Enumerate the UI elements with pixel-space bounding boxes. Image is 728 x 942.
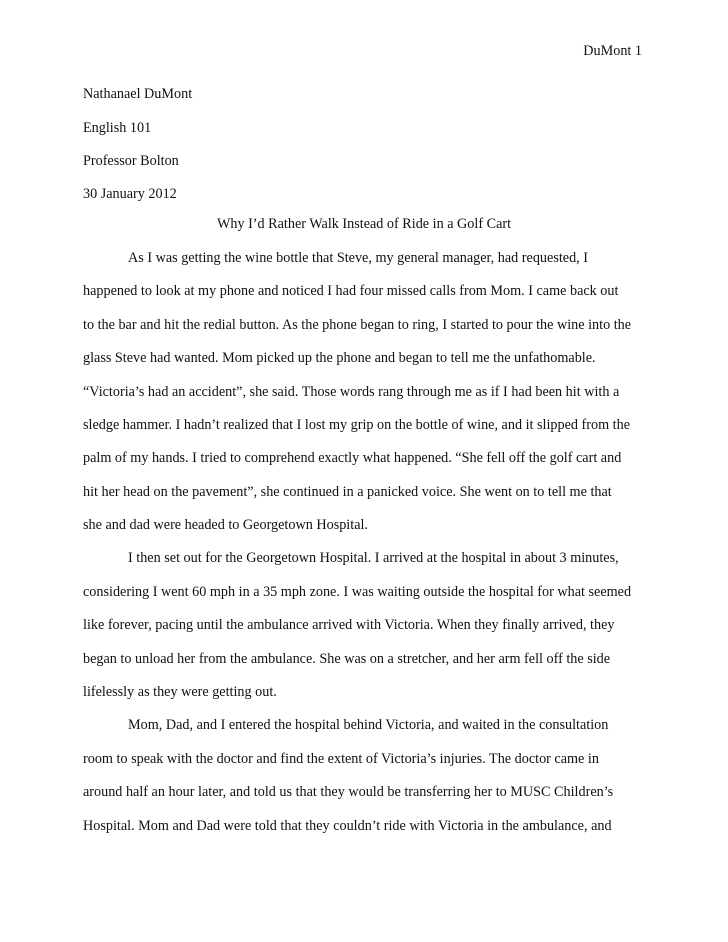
body-line: “Victoria’s had an accident”, she said. Those words rang through me as if I had been hit with a bbox=[83, 384, 620, 400]
body-line: glass Steve had wanted. Mom picked up the phone and began to tell me the unfathomable. bbox=[83, 350, 596, 366]
author-name: Nathanael DuMont bbox=[83, 86, 193, 102]
essay-date: 30 January 2012 bbox=[83, 186, 177, 202]
body-line: began to unload her from the ambulance. She was on a stretcher, and her arm fell off the side bbox=[83, 651, 611, 667]
professor-name: Professor Bolton bbox=[83, 153, 179, 169]
body-line: Mom, Dad, and I entered the hospital behind Victoria, and waited in the consultation bbox=[128, 717, 609, 733]
essay-title: Why I’d Rather Walk Instead of Ride in a Golf Cart bbox=[216, 216, 512, 232]
body-line: happened to look at my phone and noticed I had four missed calls from Mom. I came back out bbox=[83, 283, 619, 299]
body-line: considering I went 60 mph in a 35 mph zone. I was waiting outside the hospital for what seemed bbox=[83, 584, 632, 600]
body-line: hit her head on the pavement”, she continued in a panicked voice. She went on to tell me that bbox=[83, 484, 612, 500]
body-line: As I was getting the wine bottle that Steve, my general manager, had requested, I bbox=[128, 250, 588, 266]
body-line: to the bar and hit the redial button. As the phone began to ring, I started to pour the wine into the bbox=[83, 317, 632, 333]
body-line: I then set out for the Georgetown Hospital. I arrived at the hospital in about 3 minutes, bbox=[128, 550, 619, 566]
body-line: around half an hour later, and told us that they would be transferring her to MUSC Children’s bbox=[83, 784, 614, 800]
running-head: DuMont 1 bbox=[583, 43, 642, 59]
body-line: sledge hammer. I hadn’t realized that I lost my grip on the bottle of wine, and it slipped from the bbox=[83, 417, 631, 433]
body-line: palm of my hands. I tried to comprehend exactly what happened. “She fell off the golf cart and bbox=[83, 450, 622, 466]
body-line: lifelessly as they were getting out. bbox=[83, 684, 277, 700]
body-line: Hospital. Mom and Dad were told that they couldn’t ride with Victoria in the ambulance, and bbox=[83, 818, 612, 834]
body-line: she and dad were headed to Georgetown Hospital. bbox=[83, 517, 368, 533]
body-line: room to speak with the doctor and find the extent of Victoria’s injuries. The doctor came in bbox=[83, 751, 599, 767]
course-name: English 101 bbox=[83, 120, 152, 136]
body-line: like forever, pacing until the ambulance arrived with Victoria. When they finally arrived, they bbox=[83, 617, 615, 633]
